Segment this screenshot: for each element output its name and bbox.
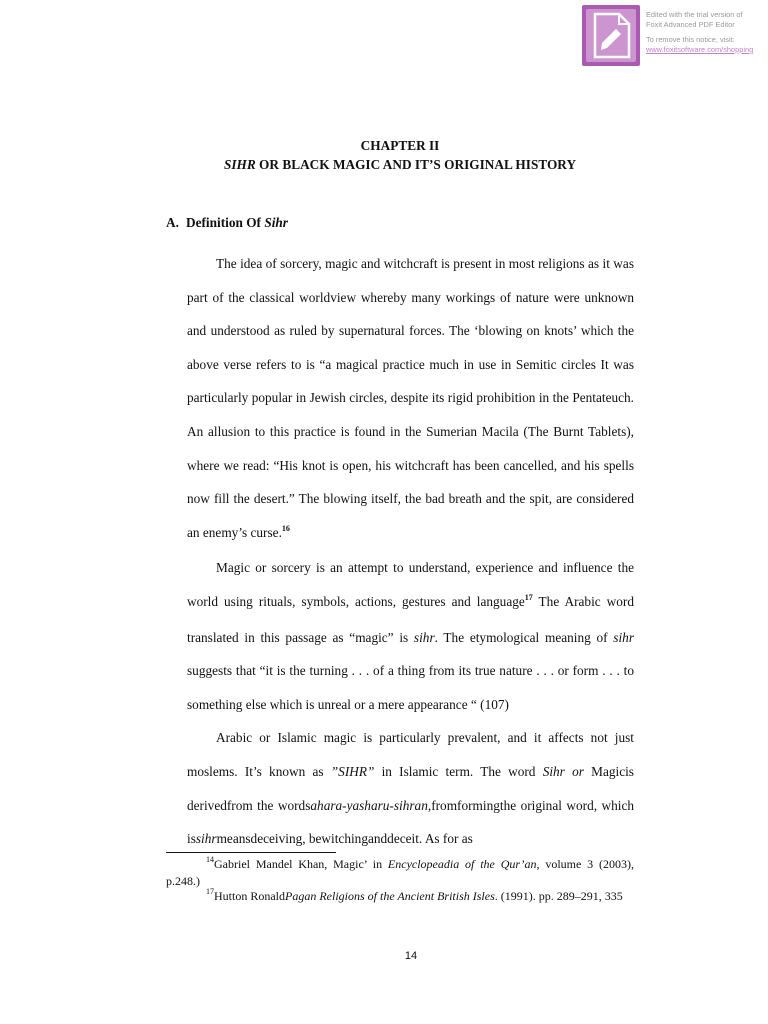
paragraph [187, 247, 634, 551]
paragraph [187, 721, 634, 855]
section-title: Definition Of [186, 215, 265, 230]
paragraph-text: in Islamic term. The word [374, 763, 543, 779]
italic-term: ahara-yasharu-sihran, [310, 797, 432, 813]
footnote-text: Gabriel Mandel Khan, Magic’ in [214, 857, 388, 871]
chapter-title-rest: OR BLACK MAGIC AND IT’S ORIGINAL HISTORY [255, 157, 577, 172]
watermark-line: Edited with the trial version of [646, 10, 743, 19]
italic-term: sihr [195, 831, 217, 847]
footnote-ref: 17 [524, 592, 533, 602]
italic-term: ”SIHR” [330, 763, 375, 779]
logo-inner [586, 9, 636, 62]
footnote-text: volume 3 (2003), p.248.) [166, 857, 634, 888]
chapter-title-italic: SIHR [223, 157, 256, 172]
chapter-title [0, 157, 768, 173]
footnote-text: . (1991). pp. 289–291, 335 [494, 889, 623, 903]
watermark-line: Foxit Advanced PDF Editor [646, 20, 735, 29]
footnote-divider [166, 852, 336, 853]
italic-term: sihr [613, 629, 634, 645]
footnote [166, 889, 634, 906]
footnote [166, 857, 634, 889]
paragraph-text: Arabic or Islamic magic is particularly prevalent, and it affects not just moslems. It’s known as [187, 730, 634, 779]
paragraph-text: Magicis derivedfrom the words [187, 763, 634, 813]
watermark-link[interactable]: www.foxitsoftware.com/shopping [646, 45, 754, 54]
paragraph [187, 551, 634, 721]
paragraph-text: The Arabic word translated in this passage as “magic” is [187, 593, 634, 645]
paragraph-text: The idea of sorcery, magic and witchcraft is present in most religions as it was part of the classical worldview whereby many workings of nature were unknown and understood as ruled by supernatural forces. The ‘blowing on knots’ which the above verse refers to is “a magical practice much in use in Semitic circles It was particularly popular in Jewish circles, despite its rigid prohibition in the Pentateuch. An allusion to this practice is found in the Sumerian Macila (The Burnt Tablets), where we read: “His knot is open, his witchcraft has been cancelled, and his spells now fill the desert.” The blowing itself, the bad breath and the spit, are considered an enemy’s curse. [187, 256, 634, 540]
footnote-ref: 16 [281, 523, 290, 533]
watermark-remove-text: To remove this notice, visit: [646, 35, 735, 44]
paragraph-text: Magic or sorcery is an attempt to understand, experience and influence the world using rituals, symbols, actions, gestures and language [187, 560, 634, 609]
section-heading [166, 215, 288, 231]
chapter-label: CHAPTER II [360, 138, 440, 153]
section-number: A. [166, 215, 179, 230]
footnote-text: Hutton Ronald [214, 889, 285, 903]
section-title-italic: Sihr [264, 215, 288, 230]
pencil-icon [586, 9, 636, 62]
foxit-logo [582, 5, 640, 66]
paragraph-text: meansdeceiving, bewitchinganddeceit. As for as [216, 831, 473, 847]
italic-term: Sihr or [542, 763, 584, 779]
footnote-number: 14 [206, 855, 214, 864]
paragraph-text: suggests that “it is the turning . . . of a thing from its true nature . . . or form . . . to something else which is unreal or a mere appearance “ (107) [187, 663, 634, 712]
paragraph-text: fromformingthe original word, which is [187, 797, 634, 847]
page-number: 14 [404, 950, 418, 962]
footnote-number: 17 [206, 887, 214, 896]
footnote-title: Encyclopeadia of the Qur’an, [387, 857, 540, 871]
body-text [187, 247, 634, 856]
italic-term: sihr [413, 629, 435, 645]
paragraph-text: . The etymological meaning of [434, 629, 614, 645]
watermark-notice [646, 10, 766, 55]
footnote-title: Pagan Religions of the Ancient British Isles [285, 889, 495, 903]
